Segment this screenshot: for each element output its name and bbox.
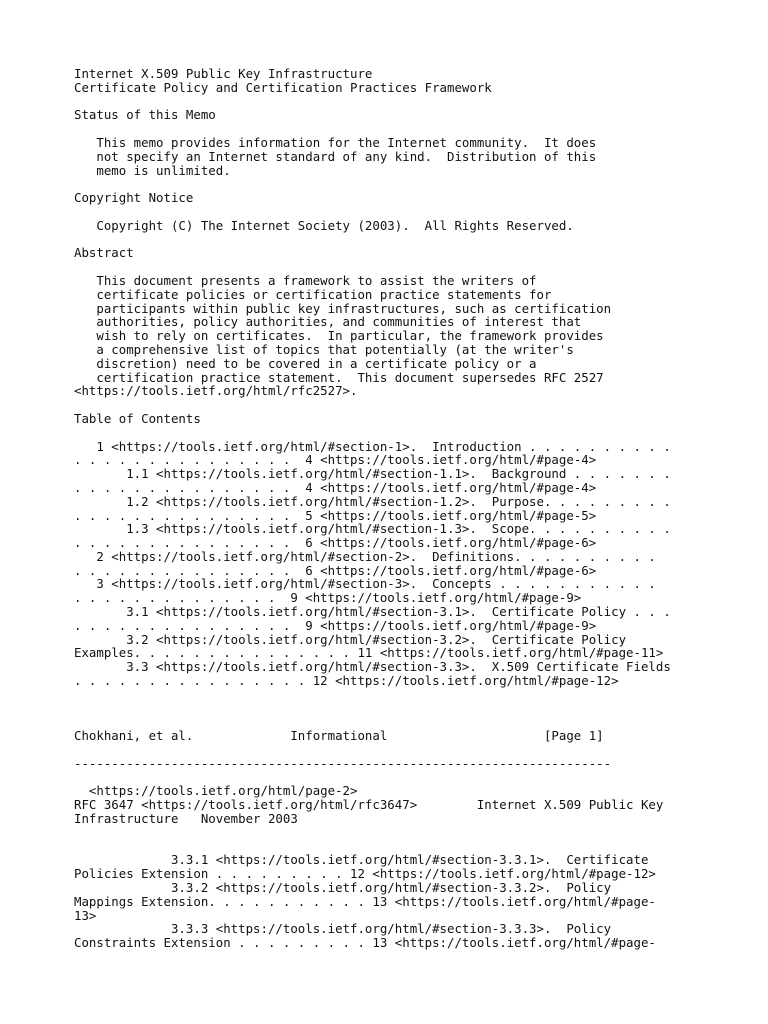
- toc-entry-line[interactable]: 13>: [74, 907, 97, 923]
- abstract-text-line: participants within public key infrastructures, such as certification: [74, 300, 612, 316]
- doc-title-line1: Internet X.509 Public Key Infrastructure: [74, 66, 373, 81]
- toc-entry-line[interactable]: 3.3 <https://tools.ietf.org/html/#section-3.3>. X.509 Certificate Fields: [74, 659, 671, 675]
- toc-entry-line[interactable]: . . . . . . . . . . . . . . . 4 <https://tools.ietf.org/html/#page-4>: [74, 452, 597, 468]
- doc-title-line2: Certificate Policy and Certification Practices Framework: [74, 79, 492, 95]
- toc-entry-line[interactable]: . . . . . . . . . . . . . . . 6 <https://tools.ietf.org/html/#page-6>: [74, 535, 597, 551]
- spacer: [74, 426, 754, 440]
- spacer: [74, 260, 754, 274]
- toc-entry-line[interactable]: Examples. . . . . . . . . . . . . . . 11 <https://tools.ietf.org/html/#page-11>: [74, 645, 664, 661]
- toc-entry-line[interactable]: Mappings Extension. . . . . . . . . . . 13 <https://tools.ietf.org/html/#page-: [74, 893, 656, 909]
- spacer: [74, 122, 754, 136]
- spacer: [74, 95, 754, 109]
- toc-entry-line[interactable]: 1.2 <https://tools.ietf.org/html/#section-1.2>. Purpose. . . . . . . . .: [74, 493, 671, 509]
- spacer: [74, 743, 754, 757]
- toc-entry-line[interactable]: . . . . . . . . . . . . . . . . 12 <https://tools.ietf.org/html/#page-12>: [74, 673, 619, 689]
- document-page: [74, 67, 754, 950]
- abstract-heading: Abstract: [74, 245, 134, 261]
- spacer: [74, 840, 754, 854]
- spacer: [74, 233, 754, 247]
- toc-entry-line[interactable]: 2 <https://tools.ietf.org/html/#section-2>. Definitions. . . . . . . . . .: [74, 548, 656, 564]
- toc-entry-line[interactable]: 3.2 <https://tools.ietf.org/html/#section-3.2>. Certificate Policy: [74, 631, 627, 647]
- copyright-text: Copyright (C) The Internet Society (2003). All Rights Reserved.: [74, 217, 574, 233]
- toc-entry-line[interactable]: 3 <https://tools.ietf.org/html/#section-3>. Concepts . . . . . . . . . . .: [74, 576, 656, 592]
- toc-entry-line[interactable]: . . . . . . . . . . . . . . 9 <https://tools.ietf.org/html/#page-9>: [74, 590, 582, 606]
- abstract-text-line: certification practice statement. This document supersedes RFC 2527: [74, 369, 604, 385]
- page-separator: ------------------------------------------------------------------------: [74, 755, 612, 771]
- toc-entry-line[interactable]: 1.3 <https://tools.ietf.org/html/#section-1.3>. Scope. . . . . . . . . .: [74, 521, 671, 537]
- toc-entry-line[interactable]: Constraints Extension . . . . . . . . . 13 <https://tools.ietf.org/html/#page-: [74, 935, 656, 951]
- page2-header-line1[interactable]: RFC 3647 <https://tools.ietf.org/html/rfc3647> Internet X.509 Public Key: [74, 797, 664, 813]
- toc-entry-line[interactable]: . . . . . . . . . . . . . . . 5 <https://tools.ietf.org/html/#page-5>: [74, 507, 597, 523]
- abstract-text-line: This document presents a framework to assist the writers of: [74, 272, 537, 288]
- toc-entry-line[interactable]: . . . . . . . . . . . . . . . 6 <https://tools.ietf.org/html/#page-6>: [74, 562, 597, 578]
- page2-header-line2: Infrastructure November 2003: [74, 811, 298, 827]
- toc-entry-line[interactable]: Policies Extension . . . . . . . . . 12 <https://tools.ietf.org/html/#page-12>: [74, 866, 656, 882]
- abstract-text-line: certificate policies or certification practice statements for: [74, 286, 552, 302]
- abstract-text-line: discretion) need to be covered in a certificate policy or a: [74, 355, 537, 371]
- toc-entry-line[interactable]: 3.1 <https://tools.ietf.org/html/#section-3.1>. Certificate Policy . . .: [74, 604, 671, 620]
- abstract-text-line: wish to rely on certificates. In particular, the framework provides: [74, 328, 604, 344]
- spacer: [74, 826, 754, 840]
- spacer: [74, 205, 754, 219]
- abstract-text-line: authorities, policy authorities, and communities of interest that: [74, 314, 582, 330]
- spacer: [74, 702, 754, 716]
- spacer: [74, 177, 754, 191]
- abstract-text-line: a comprehensive list of topics that potentially (at the writer's: [74, 341, 574, 357]
- toc-entry-line[interactable]: . . . . . . . . . . . . . . . 4 <https://tools.ietf.org/html/#page-4>: [74, 479, 597, 495]
- spacer: [74, 771, 754, 785]
- spacer: [74, 688, 754, 702]
- page-footer: Chokhani, et al. Informational [Page 1]: [74, 728, 604, 744]
- page2-link[interactable]: <https://tools.ietf.org/html/page-2>: [74, 783, 358, 799]
- status-text-line: This memo provides information for the Internet community. It does: [74, 134, 597, 150]
- toc-entry-line[interactable]: 1 <https://tools.ietf.org/html/#section-1>. Introduction . . . . . . . . . .: [74, 438, 671, 454]
- status-heading: Status of this Memo: [74, 107, 216, 123]
- spacer: [74, 398, 754, 412]
- toc-entry-line[interactable]: 3.3.3 <https://tools.ietf.org/html/#section-3.3.3>. Policy: [74, 921, 612, 937]
- status-text-line: not specify an Internet standard of any kind. Distribution of this: [74, 148, 597, 164]
- toc-entry-line[interactable]: . . . . . . . . . . . . . . . 9 <https://tools.ietf.org/html/#page-9>: [74, 617, 597, 633]
- toc-entry-line[interactable]: 3.3.2 <https://tools.ietf.org/html/#section-3.3.2>. Policy: [74, 880, 612, 896]
- toc-entry-line[interactable]: 1.1 <https://tools.ietf.org/html/#section-1.1>. Background . . . . . . .: [74, 466, 671, 482]
- copyright-heading: Copyright Notice: [74, 190, 194, 206]
- abstract-link-rfc2527[interactable]: <https://tools.ietf.org/html/rfc2527>.: [74, 383, 358, 399]
- toc-heading: Table of Contents: [74, 410, 201, 426]
- status-text-line: memo is unlimited.: [74, 162, 231, 178]
- toc-entry-line[interactable]: 3.3.1 <https://tools.ietf.org/html/#section-3.3.1>. Certificate: [74, 852, 649, 868]
- spacer: [74, 715, 754, 729]
